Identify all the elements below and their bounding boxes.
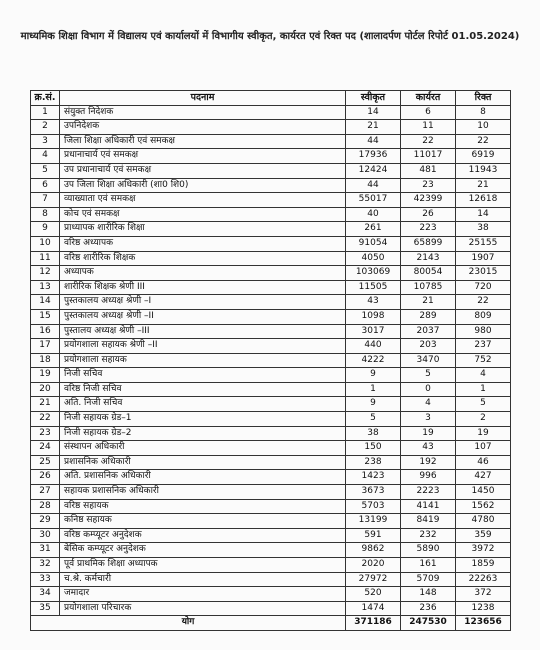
row-vacant: 22 xyxy=(456,134,511,149)
table-row xyxy=(31,426,511,441)
row-post-name: सहायक प्रशासनिक अधिकारी xyxy=(60,485,346,500)
row-vacant: 38 xyxy=(456,222,511,237)
row-sanctioned: 5703 xyxy=(346,499,401,514)
row-vacant: 372 xyxy=(456,587,511,602)
table-row xyxy=(31,236,511,251)
table-row xyxy=(31,266,511,281)
row-working: 19 xyxy=(401,426,456,441)
row-working: 148 xyxy=(401,587,456,602)
row-working: 10785 xyxy=(401,280,456,295)
table-row xyxy=(31,178,511,193)
table-row xyxy=(31,499,511,514)
row-vacant: 1907 xyxy=(456,251,511,266)
row-serial-number: 33 xyxy=(31,572,60,587)
total-working: 247530 xyxy=(401,616,456,631)
row-vacant: 1859 xyxy=(456,558,511,573)
row-working: 236 xyxy=(401,601,456,616)
row-working: 80054 xyxy=(401,266,456,281)
row-serial-number: 18 xyxy=(31,353,60,368)
row-post-name: प्रधानाचार्य एवं समकक्ष xyxy=(60,149,346,164)
table-row xyxy=(31,120,511,135)
row-post-name: पुस्तकालय अध्यक्ष श्रेणी –II xyxy=(60,309,346,324)
row-serial-number: 15 xyxy=(31,309,60,324)
row-post-name: प्रयोगशाला सहायक xyxy=(60,353,346,368)
header-working: कार्यरत xyxy=(401,91,456,106)
row-working: 2223 xyxy=(401,485,456,500)
table-row xyxy=(31,251,511,266)
row-post-name: संस्थापन अधिकारी xyxy=(60,441,346,456)
row-post-name: संयुक्त निदेशक xyxy=(60,105,346,120)
row-vacant: 8 xyxy=(456,105,511,120)
table-row xyxy=(31,485,511,500)
row-sanctioned: 103069 xyxy=(346,266,401,281)
row-vacant: 1562 xyxy=(456,499,511,514)
row-sanctioned: 12424 xyxy=(346,163,401,178)
row-post-name: निजी सचिव xyxy=(60,368,346,383)
row-sanctioned: 150 xyxy=(346,441,401,456)
row-serial-number: 1 xyxy=(31,105,60,120)
row-vacant: 2 xyxy=(456,412,511,427)
row-post-name: कनिष्ठ सहायक xyxy=(60,514,346,529)
table-header-row xyxy=(31,91,511,106)
row-post-name: पुस्तकालय अध्यक्ष श्रेणी –I xyxy=(60,295,346,310)
table-row xyxy=(31,222,511,237)
row-post-name: वरिष्ठ अध्यापक xyxy=(60,236,346,251)
row-serial-number: 32 xyxy=(31,558,60,573)
row-post-name: उपनिदेशक xyxy=(60,120,346,135)
row-serial-number: 8 xyxy=(31,207,60,222)
row-sanctioned: 11505 xyxy=(346,280,401,295)
row-post-name: निजी सहायक ग्रेड–2 xyxy=(60,426,346,441)
row-post-name: उप जिला शिक्षा अधिकारी (शा0 शि0) xyxy=(60,178,346,193)
row-working: 21 xyxy=(401,295,456,310)
row-serial-number: 31 xyxy=(31,543,60,558)
row-working: 23 xyxy=(401,178,456,193)
row-working: 11017 xyxy=(401,149,456,164)
row-sanctioned: 44 xyxy=(346,134,401,149)
row-serial-number: 20 xyxy=(31,382,60,397)
table-row xyxy=(31,397,511,412)
row-serial-number: 12 xyxy=(31,266,60,281)
row-post-name: कोच एवं समकक्ष xyxy=(60,207,346,222)
row-vacant: 46 xyxy=(456,455,511,470)
row-sanctioned: 1098 xyxy=(346,309,401,324)
row-working: 161 xyxy=(401,558,456,573)
row-serial-number: 14 xyxy=(31,295,60,310)
row-sanctioned: 3017 xyxy=(346,324,401,339)
row-vacant: 5 xyxy=(456,397,511,412)
row-vacant: 12618 xyxy=(456,193,511,208)
row-post-name: शारीरिक शिक्षक श्रेणी III xyxy=(60,280,346,295)
table-row xyxy=(31,441,511,456)
row-sanctioned: 440 xyxy=(346,339,401,354)
row-sanctioned: 238 xyxy=(346,455,401,470)
row-post-name: वरिष्ठ निजी सचिव xyxy=(60,382,346,397)
row-vacant: 427 xyxy=(456,470,511,485)
table-row xyxy=(31,558,511,573)
row-post-name: प्राध्यापक शारीरिक शिक्षा xyxy=(60,222,346,237)
row-working: 6 xyxy=(401,105,456,120)
row-post-name: उप प्रधानाचार्य एवं समकक्ष xyxy=(60,163,346,178)
row-sanctioned: 1 xyxy=(346,382,401,397)
row-sanctioned: 2020 xyxy=(346,558,401,573)
row-sanctioned: 40 xyxy=(346,207,401,222)
table-row xyxy=(31,412,511,427)
header-serial-number: क्र.सं. xyxy=(31,91,60,106)
row-working: 192 xyxy=(401,455,456,470)
row-working: 481 xyxy=(401,163,456,178)
row-working: 5890 xyxy=(401,543,456,558)
row-working: 0 xyxy=(401,382,456,397)
total-row xyxy=(31,616,511,631)
row-serial-number: 22 xyxy=(31,412,60,427)
row-sanctioned: 4222 xyxy=(346,353,401,368)
row-working: 42399 xyxy=(401,193,456,208)
posts-table xyxy=(30,90,511,631)
row-post-name: वरिष्ठ शारीरिक शिक्षक xyxy=(60,251,346,266)
row-working: 203 xyxy=(401,339,456,354)
row-post-name: प्रयोगशाला सहायक श्रेणी –II xyxy=(60,339,346,354)
row-working: 996 xyxy=(401,470,456,485)
row-sanctioned: 4050 xyxy=(346,251,401,266)
row-vacant: 23015 xyxy=(456,266,511,281)
row-working: 65899 xyxy=(401,236,456,251)
table-body xyxy=(31,105,511,616)
row-sanctioned: 27972 xyxy=(346,572,401,587)
row-vacant: 720 xyxy=(456,280,511,295)
row-vacant: 21 xyxy=(456,178,511,193)
row-vacant: 10 xyxy=(456,120,511,135)
row-sanctioned: 17936 xyxy=(346,149,401,164)
table-row xyxy=(31,105,511,120)
row-serial-number: 19 xyxy=(31,368,60,383)
row-working: 11 xyxy=(401,120,456,135)
row-post-name: प्रशासनिक अधिकारी xyxy=(60,455,346,470)
table-row xyxy=(31,280,511,295)
row-post-name: अध्यापक xyxy=(60,266,346,281)
row-vacant: 980 xyxy=(456,324,511,339)
row-serial-number: 29 xyxy=(31,514,60,529)
row-sanctioned: 21 xyxy=(346,120,401,135)
row-serial-number: 35 xyxy=(31,601,60,616)
row-post-name: निजी सहायक ग्रेड–1 xyxy=(60,412,346,427)
row-working: 232 xyxy=(401,528,456,543)
row-working: 3470 xyxy=(401,353,456,368)
row-post-name: अति. प्रशासनिक अधिकारी xyxy=(60,470,346,485)
table-row xyxy=(31,324,511,339)
row-serial-number: 23 xyxy=(31,426,60,441)
table-row xyxy=(31,382,511,397)
row-sanctioned: 14 xyxy=(346,105,401,120)
row-vacant: 4780 xyxy=(456,514,511,529)
row-vacant: 3972 xyxy=(456,543,511,558)
row-serial-number: 16 xyxy=(31,324,60,339)
row-serial-number: 34 xyxy=(31,587,60,602)
header-post-name: पदनाम xyxy=(60,91,346,106)
row-sanctioned: 91054 xyxy=(346,236,401,251)
row-post-name: पुस्तालय अध्यक्ष श्रेणी –III xyxy=(60,324,346,339)
table-row xyxy=(31,528,511,543)
row-working: 43 xyxy=(401,441,456,456)
table-row xyxy=(31,339,511,354)
row-sanctioned: 520 xyxy=(346,587,401,602)
row-sanctioned: 9 xyxy=(346,368,401,383)
header-sanctioned: स्वीकृत xyxy=(346,91,401,106)
table-row xyxy=(31,309,511,324)
row-post-name: जिला शिक्षा अधिकारी एवं समकक्ष xyxy=(60,134,346,149)
row-sanctioned: 9 xyxy=(346,397,401,412)
row-working: 4 xyxy=(401,397,456,412)
row-serial-number: 24 xyxy=(31,441,60,456)
row-sanctioned: 3673 xyxy=(346,485,401,500)
table-row xyxy=(31,601,511,616)
table-row xyxy=(31,163,511,178)
row-sanctioned: 261 xyxy=(346,222,401,237)
row-serial-number: 2 xyxy=(31,120,60,135)
table-row xyxy=(31,134,511,149)
row-working: 223 xyxy=(401,222,456,237)
row-serial-number: 26 xyxy=(31,470,60,485)
row-post-name: पूर्व प्राथमिक शिक्षा अध्यापक xyxy=(60,558,346,573)
table-row xyxy=(31,470,511,485)
table-row xyxy=(31,193,511,208)
row-vacant: 1238 xyxy=(456,601,511,616)
row-working: 5709 xyxy=(401,572,456,587)
row-post-name: वरिष्ठ सहायक xyxy=(60,499,346,514)
table-row xyxy=(31,587,511,602)
row-sanctioned: 43 xyxy=(346,295,401,310)
table-row xyxy=(31,353,511,368)
row-sanctioned: 44 xyxy=(346,178,401,193)
row-vacant: 359 xyxy=(456,528,511,543)
row-sanctioned: 1423 xyxy=(346,470,401,485)
row-working: 22 xyxy=(401,134,456,149)
row-serial-number: 17 xyxy=(31,339,60,354)
table-row xyxy=(31,514,511,529)
row-vacant: 237 xyxy=(456,339,511,354)
row-working: 289 xyxy=(401,309,456,324)
row-working: 26 xyxy=(401,207,456,222)
row-vacant: 4 xyxy=(456,368,511,383)
row-working: 8419 xyxy=(401,514,456,529)
document-title: माध्यमिक शिक्षा विभाग में विद्यालय एवं कार्यालयों में विभागीय स्वीकृत, कार्यरत एवं रिक्त पद (शालादर्पण पोर्टल रिपोर्ट 01.05.2024) xyxy=(20,31,520,42)
row-vacant: 19 xyxy=(456,426,511,441)
row-serial-number: 11 xyxy=(31,251,60,266)
table-row xyxy=(31,149,511,164)
row-sanctioned: 13199 xyxy=(346,514,401,529)
total-sanctioned: 371186 xyxy=(346,616,401,631)
table-row xyxy=(31,455,511,470)
row-sanctioned: 1474 xyxy=(346,601,401,616)
table-row xyxy=(31,543,511,558)
row-working: 2143 xyxy=(401,251,456,266)
row-serial-number: 9 xyxy=(31,222,60,237)
row-post-name: अति. निजी सचिव xyxy=(60,397,346,412)
row-vacant: 809 xyxy=(456,309,511,324)
row-vacant: 22 xyxy=(456,295,511,310)
row-serial-number: 21 xyxy=(31,397,60,412)
row-vacant: 6919 xyxy=(456,149,511,164)
row-working: 3 xyxy=(401,412,456,427)
row-serial-number: 28 xyxy=(31,499,60,514)
row-vacant: 25155 xyxy=(456,236,511,251)
row-post-name: वरिष्ठ कम्प्यूटर अनुदेशक xyxy=(60,528,346,543)
table-row xyxy=(31,295,511,310)
total-label: योग xyxy=(31,616,346,631)
row-serial-number: 6 xyxy=(31,178,60,193)
row-post-name: प्रयोगशाला परिचारक xyxy=(60,601,346,616)
row-serial-number: 30 xyxy=(31,528,60,543)
row-serial-number: 5 xyxy=(31,163,60,178)
row-vacant: 107 xyxy=(456,441,511,456)
row-vacant: 1450 xyxy=(456,485,511,500)
row-sanctioned: 55017 xyxy=(346,193,401,208)
row-working: 2037 xyxy=(401,324,456,339)
row-serial-number: 4 xyxy=(31,149,60,164)
row-post-name: जमादार xyxy=(60,587,346,602)
row-vacant: 1 xyxy=(456,382,511,397)
row-vacant: 22263 xyxy=(456,572,511,587)
row-vacant: 752 xyxy=(456,353,511,368)
row-serial-number: 3 xyxy=(31,134,60,149)
row-serial-number: 13 xyxy=(31,280,60,295)
header-vacant: रिक्त xyxy=(456,91,511,106)
table-row xyxy=(31,207,511,222)
row-vacant: 14 xyxy=(456,207,511,222)
row-post-name: बेसिक कम्प्यूटर अनुदेशक xyxy=(60,543,346,558)
row-sanctioned: 9862 xyxy=(346,543,401,558)
row-post-name: च.श्रे. कर्मचारी xyxy=(60,572,346,587)
row-post-name: व्याख्याता एवं समकक्ष xyxy=(60,193,346,208)
row-vacant: 11943 xyxy=(456,163,511,178)
row-sanctioned: 38 xyxy=(346,426,401,441)
row-working: 4141 xyxy=(401,499,456,514)
table-row xyxy=(31,572,511,587)
row-serial-number: 25 xyxy=(31,455,60,470)
table-row xyxy=(31,368,511,383)
row-sanctioned: 5 xyxy=(346,412,401,427)
row-sanctioned: 591 xyxy=(346,528,401,543)
row-serial-number: 10 xyxy=(31,236,60,251)
row-working: 5 xyxy=(401,368,456,383)
total-vacant: 123656 xyxy=(456,616,511,631)
row-serial-number: 27 xyxy=(31,485,60,500)
row-serial-number: 7 xyxy=(31,193,60,208)
